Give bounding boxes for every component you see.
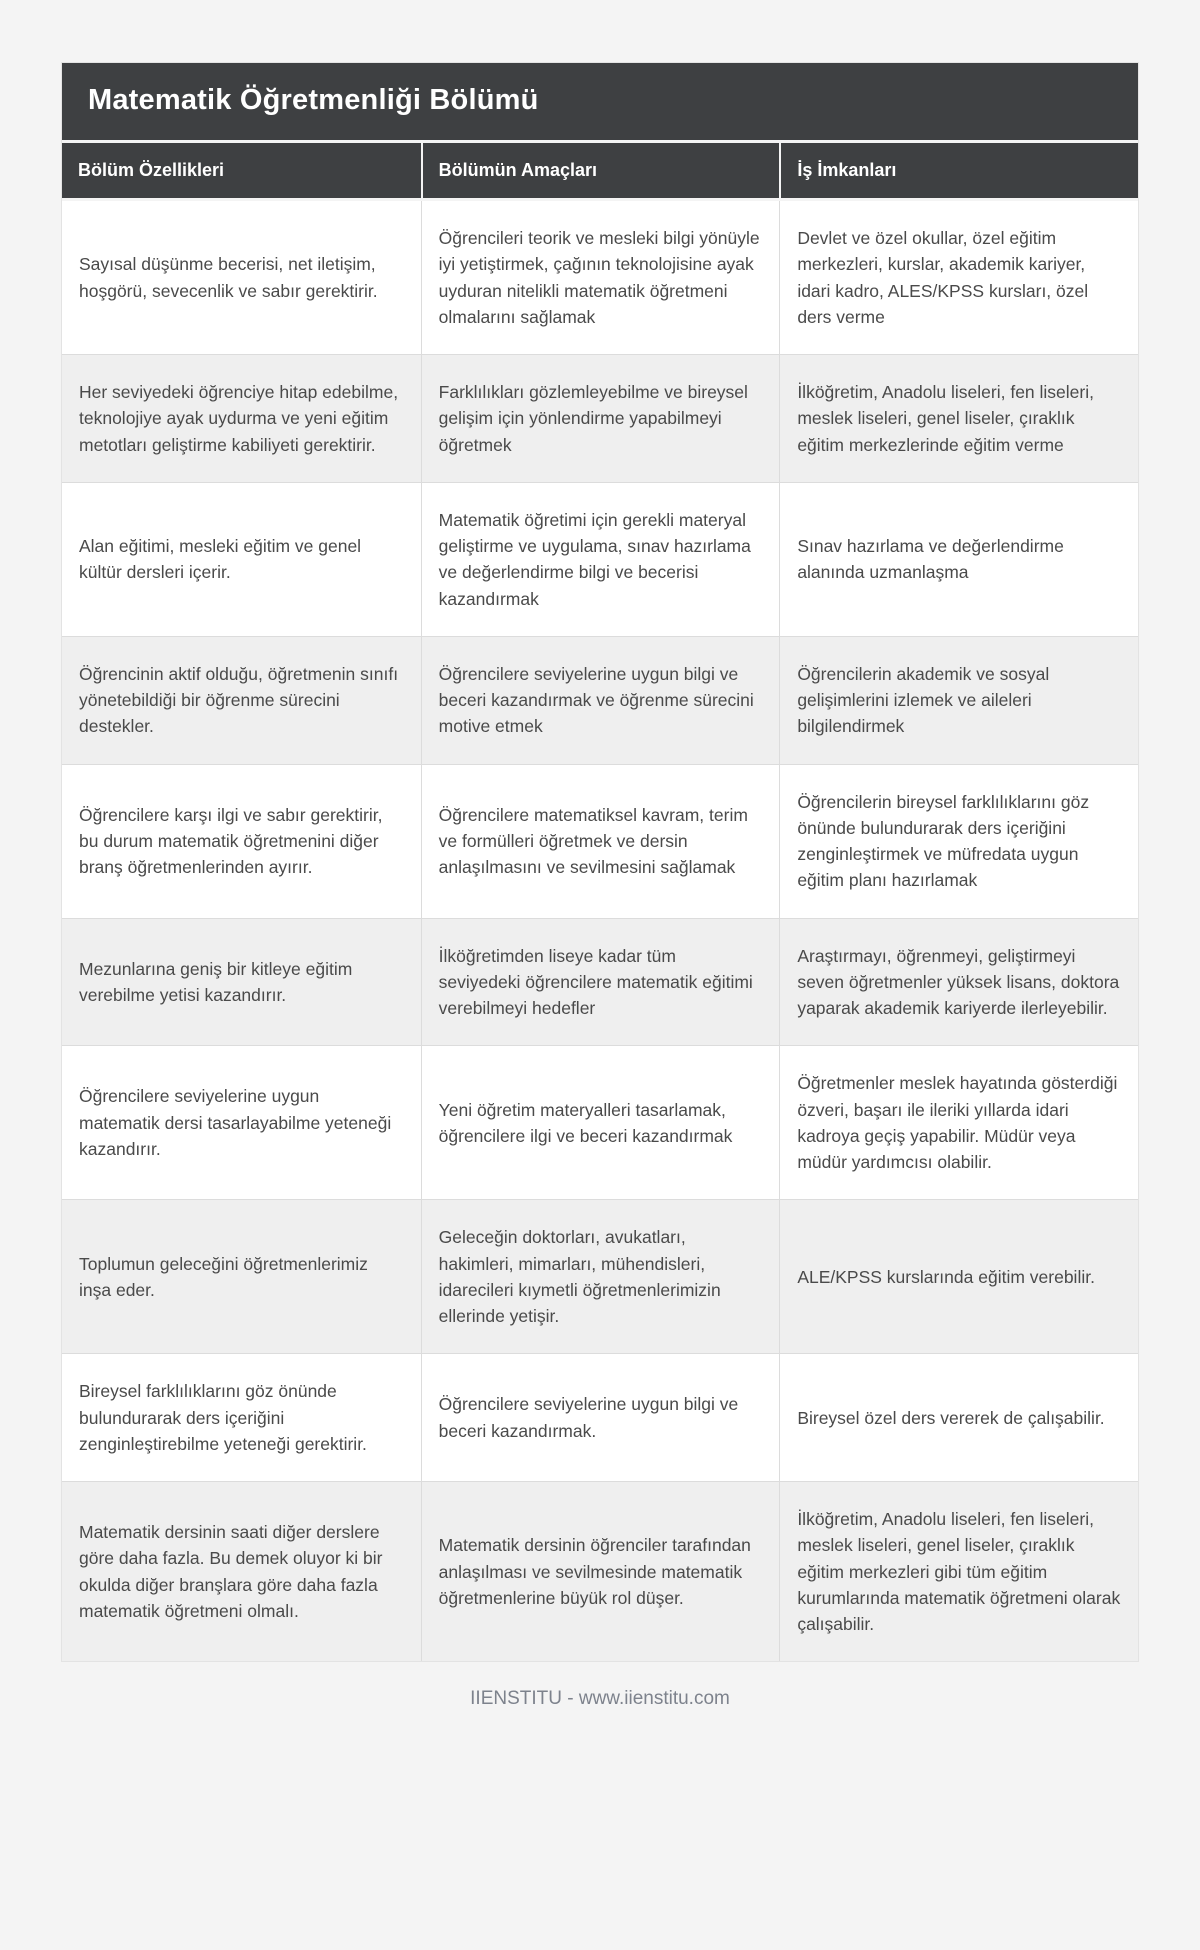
table-header-row (62, 143, 1138, 201)
table-cell: Öğrencilere seviyelerine uygun matematik dersi tasarlayabilme yeteneği kazandırır. (62, 1045, 421, 1199)
table-cell: İlköğretim, Anadolu liseleri, fen liseleri, meslek liseleri, genel liseler, çıraklık eğitim merkezleri gibi tüm eğitim kurumlarında matematik öğretmeni olarak çalışabilir. (779, 1481, 1138, 1661)
table-cell: Öğretmenler meslek hayatında gösterdiği özveri, başarı ile ileriki yıllarda idari kadroya geçiş yapabilir. Müdür veya müdür yardımcısı olabilir. (779, 1045, 1138, 1199)
table-cell: Araştırmayı, öğrenmeyi, geliştirmeyi seven öğretmenler yüksek lisans, doktora yaparak akademik kariyerde ilerleyebilir. (779, 918, 1138, 1046)
table-cell: Sayısal düşünme becerisi, net iletişim, hoşgörü, sevecenlik ve sabır gerektirir. (62, 201, 421, 354)
table-cell: Matematik dersinin saati diğer derslere göre daha fazla. Bu demek oluyor ki bir okulda diğer branşlara göre daha fazla matematik öğretmeni olmalı. (62, 1481, 421, 1661)
column-header-features: Bölüm Özellikleri (78, 160, 225, 180)
table-cell: Alan eğitimi, mesleki eğitim ve genel kültür dersleri içerir. (62, 482, 421, 636)
table-row (62, 354, 1138, 482)
table-cell: Öğrencilere karşı ilgi ve sabır gerektirir, bu durum matematik öğretmenini diğer branş öğretmenlerinden ayırır. (62, 764, 421, 918)
table-cell: Yeni öğretim materyalleri tasarlamak, öğrencilere ilgi ve beceri kazandırmak (421, 1045, 780, 1199)
page-title: Matematik Öğretmenliği Bölümü (88, 84, 539, 116)
table-cell: Toplumun geleceğini öğretmenlerimiz inşa eder. (62, 1199, 421, 1353)
table-row (62, 201, 1138, 354)
table-cell: Öğrencilere matematiksel kavram, terim ve formülleri öğretmek ve dersin anlaşılmasını ve sevilmesini sağlamak (421, 764, 780, 918)
table-row (62, 1199, 1138, 1353)
table-body (62, 201, 1138, 1661)
table-row (62, 1481, 1138, 1661)
footer (0, 1688, 1200, 1710)
title-bar (62, 63, 1138, 143)
table-row (62, 482, 1138, 636)
table-cell: Bireysel özel ders vererek de çalışabilir. (779, 1353, 1138, 1481)
table-row (62, 764, 1138, 918)
department-table (61, 62, 1139, 1662)
table-cell: Devlet ve özel okullar, özel eğitim merkezleri, kurslar, akademik kariyer, idari kadro, ALES/KPSS kursları, özel ders verme (779, 201, 1138, 354)
table-row (62, 1045, 1138, 1199)
table-cell: ALE/KPSS kurslarında eğitim verebilir. (779, 1199, 1138, 1353)
table-cell: Öğrencinin aktif olduğu, öğretmenin sınıfı yönetebildiği bir öğrenme sürecini destekler. (62, 636, 421, 764)
table-cell: Öğrencileri teorik ve mesleki bilgi yönüyle iyi yetiştirmek, çağının teknolojisine ayak uyduran nitelikli matematik öğretmeni olmalarını sağlamak (421, 201, 780, 354)
table-cell: Bireysel farklılıklarını göz önünde bulundurarak ders içeriğini zenginleştirebilme yeteneği gerektirir. (62, 1353, 421, 1481)
table-cell: Matematik öğretimi için gerekli materyal geliştirme ve uygulama, sınav hazırlama ve değerlendirme bilgi ve becerisi kazandırmak (421, 482, 780, 636)
table-cell: Mezunlarına geniş bir kitleye eğitim verebilme yetisi kazandırır. (62, 918, 421, 1046)
table-row (62, 636, 1138, 764)
table-cell: Geleceğin doktorları, avukatları, hakimleri, mimarları, mühendisleri, idarecileri kıymetli öğretmenlerimizin ellerinde yetişir. (421, 1199, 780, 1353)
column-header-goals: Bölümün Amaçları (421, 143, 780, 198)
column-header-jobs: İş İmkanları (779, 143, 1138, 198)
table-cell: Öğrencilere seviyelerine uygun bilgi ve beceri kazandırmak ve öğrenme sürecini motive etmek (421, 636, 780, 764)
table-row (62, 1353, 1138, 1481)
table-cell: İlköğretimden liseye kadar tüm seviyedeki öğrencilere matematik eğitimi verebilmeyi hedefler (421, 918, 780, 1046)
table-cell: Öğrencilerin akademik ve sosyal gelişimlerini izlemek ve aileleri bilgilendirmek (779, 636, 1138, 764)
table-cell: İlköğretim, Anadolu liseleri, fen liseleri, meslek liseleri, genel liseler, çıraklık eğitim merkezlerinde eğitim verme (779, 354, 1138, 482)
page (0, 62, 1200, 1950)
table-cell: Matematik dersinin öğrenciler tarafından anlaşılması ve sevilmesinde matematik öğretmenlerine büyük rol düşer. (421, 1481, 780, 1661)
table-cell: Öğrencilere seviyelerine uygun bilgi ve beceri kazandırmak. (421, 1353, 780, 1481)
table-row (62, 918, 1138, 1046)
table-cell: Her seviyedeki öğrenciye hitap edebilme, teknolojiye ayak uydurma ve yeni eğitim metotları geliştirme kabiliyeti gerektirir. (62, 354, 421, 482)
table-cell: Öğrencilerin bireysel farklılıklarını göz önünde bulundurarak ders içeriğini zenginleştirmek ve müfredata uygun eğitim planı hazırlamak (779, 764, 1138, 918)
table-cell: Sınav hazırlama ve değerlendirme alanında uzmanlaşma (779, 482, 1138, 636)
table-cell: Farklılıkları gözlemleyebilme ve bireysel gelişim için yönlendirme yapabilmeyi öğretmek (421, 354, 780, 482)
footer-text: IIENSTITU - www.iienstitu.com (470, 1688, 730, 1710)
